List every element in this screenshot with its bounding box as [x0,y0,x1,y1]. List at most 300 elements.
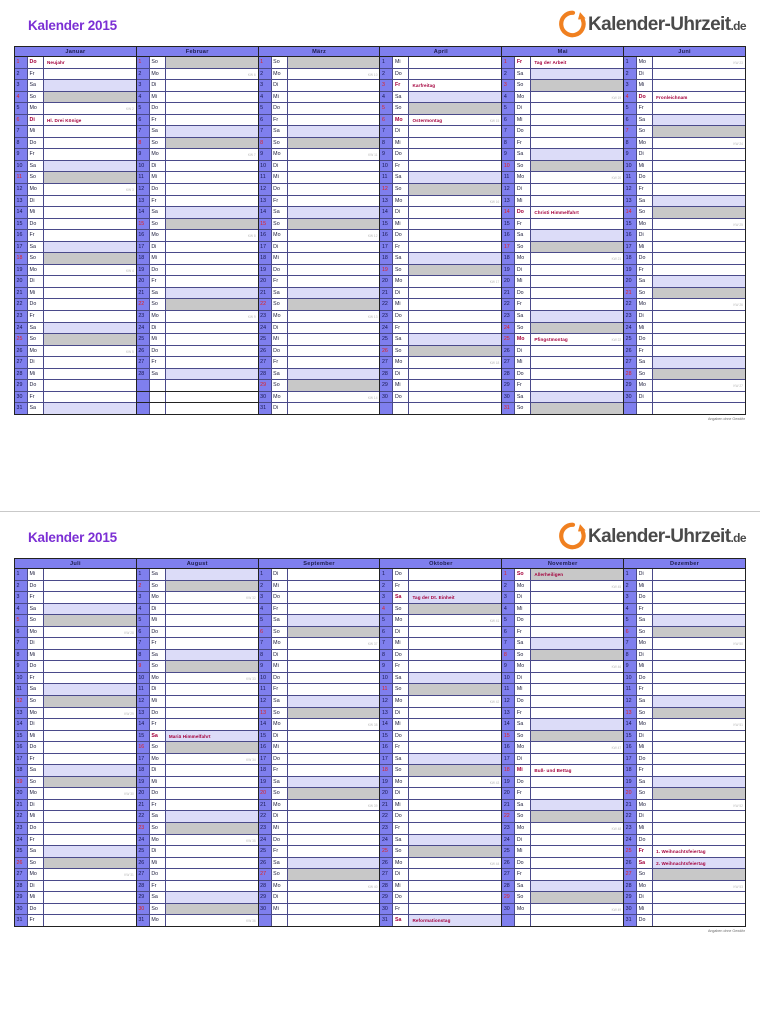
event-cell[interactable] [653,276,745,287]
day-row[interactable] [380,708,501,720]
day-row[interactable] [502,196,623,208]
day-row[interactable] [137,811,258,823]
event-cell[interactable] [531,161,623,172]
day-row[interactable] [624,754,745,766]
event-cell[interactable] [531,311,623,322]
event-cell[interactable] [44,334,136,345]
event-cell[interactable] [288,742,380,753]
day-row[interactable] [624,731,745,743]
event-cell[interactable] [409,823,501,834]
event-cell[interactable] [653,299,745,310]
day-row[interactable] [502,754,623,766]
event-cell[interactable] [44,161,136,172]
day-row[interactable] [15,696,136,708]
day-row[interactable] [259,380,380,392]
day-row[interactable] [502,661,623,673]
event-cell[interactable] [288,323,380,334]
day-row[interactable] [502,892,623,904]
day-row[interactable] [259,673,380,685]
day-row[interactable] [624,708,745,720]
day-row[interactable] [380,604,501,616]
day-row[interactable] [624,392,745,404]
event-cell[interactable] [44,754,136,765]
event-cell[interactable] [166,288,258,299]
event-cell[interactable] [288,581,380,592]
day-row[interactable] [502,592,623,604]
event-cell[interactable] [44,742,136,753]
event-cell[interactable] [44,57,136,68]
day-row[interactable] [137,742,258,754]
day-row[interactable] [502,788,623,800]
day-row[interactable] [259,731,380,743]
event-cell[interactable] [409,777,501,788]
event-cell[interactable] [288,242,380,253]
event-cell[interactable] [44,230,136,241]
event-cell[interactable] [166,253,258,264]
event-cell[interactable] [44,369,136,380]
event-cell[interactable] [653,708,745,719]
event-cell[interactable] [409,835,501,846]
event-cell[interactable] [409,161,501,172]
event-cell[interactable] [166,811,258,822]
day-row[interactable] [259,892,380,904]
day-row[interactable] [259,161,380,173]
day-row[interactable] [624,869,745,881]
event-cell[interactable] [653,869,745,880]
event-cell[interactable] [44,380,136,391]
event-cell[interactable] [44,149,136,160]
day-row[interactable] [259,754,380,766]
event-cell[interactable] [166,299,258,310]
event-cell[interactable] [409,184,501,195]
day-row[interactable] [380,661,501,673]
event-cell[interactable] [653,334,745,345]
day-row[interactable] [502,615,623,627]
event-cell[interactable] [166,276,258,287]
day-row[interactable] [259,684,380,696]
day-row[interactable] [380,57,501,69]
event-cell[interactable] [653,69,745,80]
day-row[interactable] [15,615,136,627]
event-cell[interactable] [653,673,745,684]
day-row[interactable] [502,581,623,593]
event-cell[interactable] [288,673,380,684]
day-row[interactable] [502,650,623,662]
day-row[interactable] [380,196,501,208]
day-row[interactable] [380,581,501,593]
event-cell[interactable] [44,638,136,649]
event-cell[interactable] [44,103,136,114]
event-cell[interactable] [288,138,380,149]
day-row[interactable] [624,57,745,69]
day-row[interactable] [137,765,258,777]
event-cell[interactable] [288,334,380,345]
day-row[interactable] [15,823,136,835]
day-row[interactable] [137,881,258,893]
day-row[interactable] [15,569,136,581]
event-cell[interactable] [653,369,745,380]
event-cell[interactable] [44,69,136,80]
event-cell[interactable] [653,219,745,230]
event-cell[interactable] [531,823,623,834]
day-row[interactable] [380,103,501,115]
day-row[interactable] [624,569,745,581]
event-cell[interactable] [288,592,380,603]
event-cell[interactable] [44,311,136,322]
event-cell[interactable] [409,800,501,811]
event-cell[interactable] [288,253,380,264]
day-row[interactable] [15,311,136,323]
day-row[interactable] [137,638,258,650]
event-cell[interactable] [653,858,745,869]
event-cell[interactable] [409,288,501,299]
event-cell[interactable] [166,334,258,345]
event-cell[interactable] [288,115,380,126]
day-row[interactable] [137,242,258,254]
event-cell[interactable] [166,184,258,195]
event-cell[interactable] [288,357,380,368]
event-cell[interactable] [531,288,623,299]
event-cell[interactable] [166,719,258,730]
event-cell[interactable] [653,627,745,638]
event-cell[interactable] [166,881,258,892]
day-row[interactable] [502,392,623,404]
event-cell[interactable] [44,615,136,626]
day-row[interactable] [137,138,258,150]
event-cell[interactable] [409,115,501,126]
event-cell[interactable] [653,172,745,183]
day-row[interactable] [15,904,136,916]
day-row[interactable] [624,184,745,196]
event-cell[interactable] [653,650,745,661]
event-cell[interactable] [166,869,258,880]
event-cell[interactable] [44,915,136,926]
event-cell[interactable] [288,765,380,776]
day-row[interactable] [137,346,258,358]
day-row[interactable] [380,149,501,161]
day-row[interactable] [137,592,258,604]
event-cell[interactable] [288,161,380,172]
day-row[interactable] [259,392,380,404]
day-row[interactable] [137,288,258,300]
event-cell[interactable] [288,172,380,183]
event-cell[interactable] [653,265,745,276]
event-cell[interactable] [531,650,623,661]
event-cell[interactable] [44,708,136,719]
day-row[interactable] [380,357,501,369]
day-row[interactable] [380,696,501,708]
day-row[interactable] [624,581,745,593]
day-row[interactable] [137,754,258,766]
event-cell[interactable] [653,161,745,172]
day-row[interactable] [259,696,380,708]
event-cell[interactable] [409,673,501,684]
day-row[interactable] [15,719,136,731]
day-row[interactable] [502,299,623,311]
event-cell[interactable] [409,346,501,357]
event-cell[interactable] [653,823,745,834]
day-row[interactable] [259,846,380,858]
event-cell[interactable] [44,357,136,368]
day-row[interactable] [15,207,136,219]
day-row[interactable] [137,581,258,593]
day-row[interactable] [259,103,380,115]
day-row[interactable] [624,696,745,708]
day-row[interactable] [15,765,136,777]
event-cell[interactable] [44,869,136,880]
day-row[interactable] [502,823,623,835]
event-cell[interactable] [288,207,380,218]
day-row[interactable] [137,69,258,81]
event-cell[interactable] [531,569,623,580]
day-row[interactable] [259,777,380,789]
event-cell[interactable] [409,904,501,915]
day-row[interactable] [502,161,623,173]
day-row[interactable] [624,323,745,335]
day-row[interactable] [15,149,136,161]
event-cell[interactable] [653,392,745,403]
event-cell[interactable] [166,904,258,915]
day-row[interactable] [15,334,136,346]
event-cell[interactable] [409,57,501,68]
day-row[interactable] [380,207,501,219]
event-cell[interactable] [531,765,623,776]
event-cell[interactable] [531,731,623,742]
event-cell[interactable] [531,334,623,345]
day-row[interactable] [15,103,136,115]
day-row[interactable] [624,777,745,789]
day-row[interactable] [137,858,258,870]
day-row[interactable] [15,276,136,288]
day-row[interactable] [259,138,380,150]
event-cell[interactable] [531,811,623,822]
event-cell[interactable] [166,569,258,580]
event-cell[interactable] [409,299,501,310]
event-cell[interactable] [531,904,623,915]
event-cell[interactable] [531,172,623,183]
event-cell[interactable] [166,357,258,368]
day-row[interactable] [380,673,501,685]
day-row[interactable] [259,230,380,242]
event-cell[interactable] [409,369,501,380]
day-row[interactable] [259,92,380,104]
day-row[interactable] [624,230,745,242]
day-row[interactable] [380,615,501,627]
day-row[interactable] [259,149,380,161]
event-cell[interactable] [288,627,380,638]
day-row[interactable] [137,172,258,184]
day-row[interactable] [502,126,623,138]
day-row[interactable] [624,288,745,300]
day-row[interactable] [15,638,136,650]
event-cell[interactable] [166,800,258,811]
event-cell[interactable] [44,765,136,776]
day-row[interactable] [502,673,623,685]
day-row[interactable] [137,149,258,161]
event-cell[interactable] [288,311,380,322]
event-cell[interactable] [531,788,623,799]
event-cell[interactable] [531,592,623,603]
event-cell[interactable] [288,684,380,695]
day-row[interactable] [15,69,136,81]
day-row[interactable] [624,846,745,858]
event-cell[interactable] [653,696,745,707]
event-cell[interactable] [409,581,501,592]
event-cell[interactable] [288,196,380,207]
day-row[interactable] [502,323,623,335]
day-row[interactable] [624,276,745,288]
day-row[interactable] [137,615,258,627]
day-row[interactable] [137,846,258,858]
event-cell[interactable] [44,172,136,183]
event-cell[interactable] [44,126,136,137]
event-cell[interactable] [44,276,136,287]
day-row[interactable] [380,811,501,823]
day-row[interactable] [137,265,258,277]
day-row[interactable] [15,892,136,904]
event-cell[interactable] [166,219,258,230]
day-row[interactable] [259,661,380,673]
day-row[interactable] [137,369,258,381]
event-cell[interactable] [288,569,380,580]
day-row[interactable] [624,69,745,81]
day-row[interactable] [15,673,136,685]
event-cell[interactable] [409,719,501,730]
event-cell[interactable] [288,823,380,834]
day-row[interactable] [380,69,501,81]
day-row[interactable] [624,673,745,685]
event-cell[interactable] [409,650,501,661]
day-row[interactable] [137,126,258,138]
day-row[interactable] [380,138,501,150]
day-row[interactable] [380,219,501,231]
day-row[interactable] [137,184,258,196]
day-row[interactable] [15,627,136,639]
day-row[interactable] [137,311,258,323]
event-cell[interactable] [409,696,501,707]
day-row[interactable] [15,357,136,369]
day-row[interactable] [380,627,501,639]
day-row[interactable] [15,161,136,173]
event-cell[interactable] [653,719,745,730]
event-cell[interactable] [409,103,501,114]
day-row[interactable] [15,731,136,743]
event-cell[interactable] [166,80,258,91]
day-row[interactable] [259,904,380,916]
event-cell[interactable] [653,615,745,626]
event-cell[interactable] [44,581,136,592]
day-row[interactable] [624,115,745,127]
event-cell[interactable] [409,708,501,719]
event-cell[interactable] [653,684,745,695]
day-row[interactable] [380,80,501,92]
event-cell[interactable] [166,581,258,592]
event-cell[interactable] [409,69,501,80]
event-cell[interactable] [288,904,380,915]
day-row[interactable] [137,230,258,242]
day-row[interactable] [259,823,380,835]
day-row[interactable] [15,265,136,277]
day-row[interactable] [502,149,623,161]
day-row[interactable] [624,92,745,104]
event-cell[interactable] [44,673,136,684]
day-row[interactable] [624,161,745,173]
event-cell[interactable] [44,835,136,846]
event-cell[interactable] [531,881,623,892]
day-row[interactable] [137,800,258,812]
event-cell[interactable] [288,892,380,903]
day-row[interactable] [502,742,623,754]
day-row[interactable] [137,684,258,696]
day-row[interactable] [15,323,136,335]
site-logo[interactable] [559,9,746,39]
event-cell[interactable] [409,80,501,91]
day-row[interactable] [15,661,136,673]
event-cell[interactable] [531,230,623,241]
day-row[interactable] [15,346,136,358]
event-cell[interactable] [531,242,623,253]
day-row[interactable] [380,346,501,358]
day-row[interactable] [624,80,745,92]
event-cell[interactable] [166,230,258,241]
day-row[interactable] [380,719,501,731]
day-row[interactable] [259,627,380,639]
event-cell[interactable] [166,242,258,253]
day-row[interactable] [259,604,380,616]
day-row[interactable] [502,719,623,731]
day-row[interactable] [502,334,623,346]
event-cell[interactable] [653,581,745,592]
event-cell[interactable] [653,892,745,903]
day-row[interactable] [624,299,745,311]
event-cell[interactable] [44,80,136,91]
day-row[interactable] [502,904,623,916]
event-cell[interactable] [653,904,745,915]
day-row[interactable] [624,742,745,754]
day-row[interactable] [137,835,258,847]
day-row[interactable] [15,138,136,150]
event-cell[interactable] [653,242,745,253]
event-cell[interactable] [531,858,623,869]
event-cell[interactable] [409,661,501,672]
event-cell[interactable] [409,638,501,649]
event-cell[interactable] [409,731,501,742]
event-cell[interactable] [531,299,623,310]
day-row[interactable] [15,846,136,858]
day-row[interactable] [502,858,623,870]
event-cell[interactable] [288,126,380,137]
event-cell[interactable] [44,253,136,264]
day-row[interactable] [259,311,380,323]
day-row[interactable] [380,892,501,904]
event-cell[interactable] [44,811,136,822]
event-cell[interactable] [409,265,501,276]
event-cell[interactable] [409,230,501,241]
event-cell[interactable] [409,92,501,103]
day-row[interactable] [380,881,501,893]
event-cell[interactable] [409,754,501,765]
event-cell[interactable] [166,92,258,103]
event-cell[interactable] [531,323,623,334]
day-row[interactable] [380,869,501,881]
event-cell[interactable] [44,846,136,857]
event-cell[interactable] [531,184,623,195]
event-cell[interactable] [288,604,380,615]
day-row[interactable] [15,369,136,381]
event-cell[interactable] [166,615,258,626]
event-cell[interactable] [653,346,745,357]
event-cell[interactable] [288,299,380,310]
